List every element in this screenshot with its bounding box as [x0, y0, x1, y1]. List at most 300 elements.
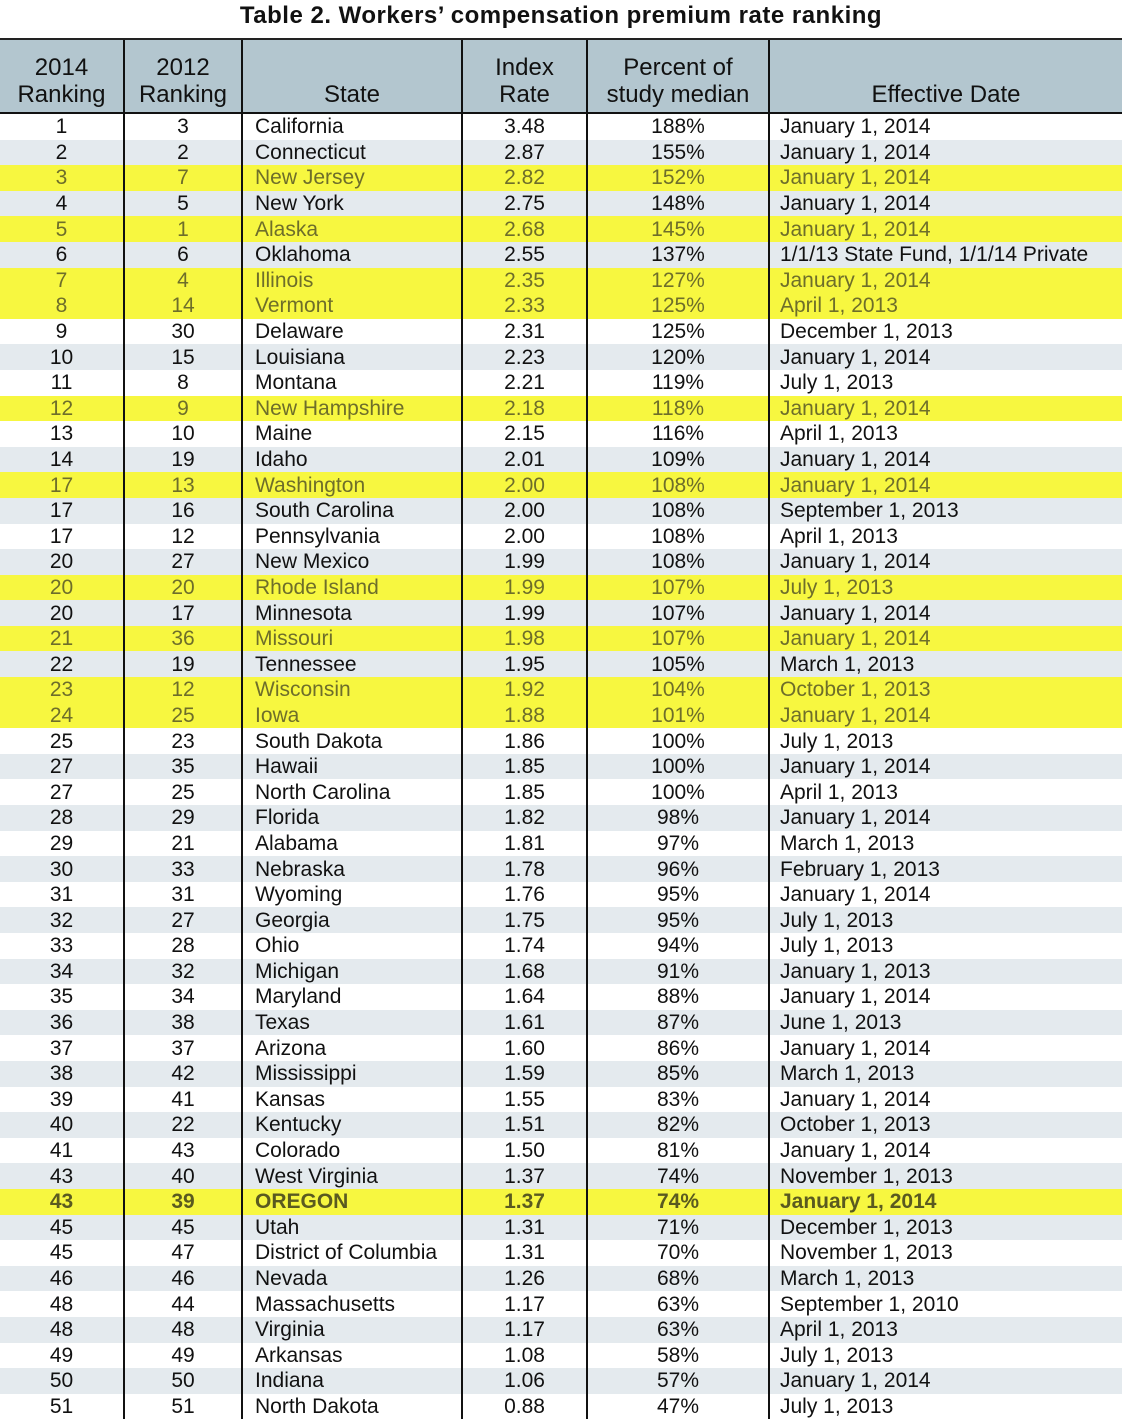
cell-index-rate: 1.99	[462, 549, 587, 575]
table-row	[0, 1240, 1122, 1266]
cell-effective-date: January 1, 2014	[769, 626, 1122, 652]
cell-state: Maryland	[242, 984, 462, 1010]
cell-2014-ranking: 33	[0, 933, 124, 959]
cell-effective-date: January 1, 2014	[769, 549, 1122, 575]
cell-effective-date: January 1, 2014	[769, 447, 1122, 473]
cell-2012-ranking: 41	[124, 1087, 242, 1113]
cell-2012-ranking: 34	[124, 984, 242, 1010]
cell-state: Montana	[242, 370, 462, 396]
cell-2014-ranking: 20	[0, 600, 124, 626]
cell-percent-median: 100%	[587, 779, 769, 805]
cell-effective-date: July 1, 2013	[769, 1394, 1122, 1419]
table-row	[0, 1291, 1122, 1317]
cell-state: New Hampshire	[242, 396, 462, 422]
cell-state: OREGON	[242, 1189, 462, 1215]
cell-percent-median: 107%	[587, 575, 769, 601]
header-2012-ranking	[124, 40, 242, 113]
cell-state: Nebraska	[242, 856, 462, 882]
cell-index-rate: 2.55	[462, 242, 587, 268]
cell-effective-date: December 1, 2013	[769, 319, 1122, 345]
cell-effective-date: January 1, 2014	[769, 600, 1122, 626]
cell-state: Pennsylvania	[242, 524, 462, 550]
cell-percent-median: 74%	[587, 1189, 769, 1215]
cell-index-rate: 1.74	[462, 933, 587, 959]
cell-2014-ranking: 2	[0, 140, 124, 166]
table-row	[0, 472, 1122, 498]
cell-index-rate: 2.18	[462, 396, 587, 422]
header-2014-ranking	[0, 40, 124, 113]
cell-effective-date: March 1, 2013	[769, 651, 1122, 677]
cell-effective-date: October 1, 2013	[769, 677, 1122, 703]
cell-percent-median: 148%	[587, 191, 769, 217]
cell-2012-ranking: 27	[124, 907, 242, 933]
cell-state: New Jersey	[242, 165, 462, 191]
cell-2012-ranking: 37	[124, 1035, 242, 1061]
cell-2014-ranking: 21	[0, 626, 124, 652]
cell-index-rate: 1.78	[462, 856, 587, 882]
cell-2014-ranking: 3	[0, 165, 124, 191]
cell-2012-ranking: 1	[124, 216, 242, 242]
cell-2012-ranking: 22	[124, 1112, 242, 1138]
cell-effective-date: 1/1/13 State Fund, 1/1/14 Private	[769, 242, 1122, 268]
cell-state: District of Columbia	[242, 1240, 462, 1266]
table-row	[0, 677, 1122, 703]
cell-index-rate: 1.55	[462, 1087, 587, 1113]
cell-2012-ranking: 31	[124, 882, 242, 908]
cell-percent-median: 96%	[587, 856, 769, 882]
cell-2014-ranking: 45	[0, 1240, 124, 1266]
cell-percent-median: 100%	[587, 728, 769, 754]
cell-2014-ranking: 20	[0, 575, 124, 601]
cell-2012-ranking: 39	[124, 1189, 242, 1215]
cell-2014-ranking: 1	[0, 113, 124, 140]
cell-2014-ranking: 13	[0, 421, 124, 447]
cell-2012-ranking: 10	[124, 421, 242, 447]
table-row	[0, 113, 1122, 140]
cell-effective-date: July 1, 2013	[769, 933, 1122, 959]
cell-2014-ranking: 17	[0, 472, 124, 498]
cell-effective-date: February 1, 2013	[769, 856, 1122, 882]
cell-index-rate: 1.26	[462, 1266, 587, 1292]
cell-2014-ranking: 17	[0, 524, 124, 550]
cell-2012-ranking: 47	[124, 1240, 242, 1266]
cell-index-rate: 1.85	[462, 779, 587, 805]
table-row	[0, 1035, 1122, 1061]
table-row	[0, 600, 1122, 626]
table-row	[0, 626, 1122, 652]
cell-state: Massachusetts	[242, 1291, 462, 1317]
cell-2012-ranking: 44	[124, 1291, 242, 1317]
cell-percent-median: 188%	[587, 113, 769, 140]
header-effective-date-label: Effective Date	[871, 81, 1021, 108]
cell-percent-median: 91%	[587, 959, 769, 985]
cell-2012-ranking: 49	[124, 1343, 242, 1369]
header-index-rate	[462, 40, 587, 113]
cell-index-rate: 2.75	[462, 191, 587, 217]
cell-percent-median: 81%	[587, 1138, 769, 1164]
cell-percent-median: 116%	[587, 421, 769, 447]
cell-2012-ranking: 4	[124, 268, 242, 294]
cell-state: Kansas	[242, 1087, 462, 1113]
cell-2012-ranking: 2	[124, 140, 242, 166]
cell-2014-ranking: 43	[0, 1189, 124, 1215]
cell-effective-date: July 1, 2013	[769, 728, 1122, 754]
cell-index-rate: 1.64	[462, 984, 587, 1010]
cell-index-rate: 1.95	[462, 651, 587, 677]
cell-percent-median: 108%	[587, 549, 769, 575]
cell-2014-ranking: 12	[0, 396, 124, 422]
cell-state: Alabama	[242, 831, 462, 857]
cell-2012-ranking: 48	[124, 1317, 242, 1343]
cell-index-rate: 1.60	[462, 1035, 587, 1061]
cell-effective-date: January 1, 2014	[769, 882, 1122, 908]
cell-2012-ranking: 29	[124, 805, 242, 831]
header-percent-median-line2: study median	[606, 81, 750, 108]
cell-index-rate: 2.31	[462, 319, 587, 345]
cell-2014-ranking: 35	[0, 984, 124, 1010]
cell-effective-date: June 1, 2013	[769, 1010, 1122, 1036]
cell-percent-median: 95%	[587, 907, 769, 933]
cell-state: Wyoming	[242, 882, 462, 908]
cell-percent-median: 98%	[587, 805, 769, 831]
table-row	[0, 1317, 1122, 1343]
cell-2014-ranking: 5	[0, 216, 124, 242]
cell-effective-date: January 1, 2014	[769, 344, 1122, 370]
cell-index-rate: 2.35	[462, 268, 587, 294]
header-row	[0, 40, 1122, 113]
cell-index-rate: 2.00	[462, 498, 587, 524]
cell-state: Hawaii	[242, 754, 462, 780]
cell-2012-ranking: 30	[124, 319, 242, 345]
cell-state: Arizona	[242, 1035, 462, 1061]
cell-effective-date: January 1, 2014	[769, 1087, 1122, 1113]
cell-state: Indiana	[242, 1368, 462, 1394]
cell-state: Florida	[242, 805, 462, 831]
cell-percent-median: 108%	[587, 472, 769, 498]
cell-index-rate: 1.99	[462, 575, 587, 601]
table-row	[0, 907, 1122, 933]
table-body	[0, 113, 1122, 1419]
cell-effective-date: April 1, 2013	[769, 1317, 1122, 1343]
cell-state: Oklahoma	[242, 242, 462, 268]
cell-effective-date: September 1, 2010	[769, 1291, 1122, 1317]
cell-2014-ranking: 8	[0, 293, 124, 319]
table-row	[0, 1061, 1122, 1087]
cell-percent-median: 70%	[587, 1240, 769, 1266]
cell-2012-ranking: 40	[124, 1163, 242, 1189]
cell-effective-date: April 1, 2013	[769, 779, 1122, 805]
cell-2014-ranking: 24	[0, 703, 124, 729]
cell-2012-ranking: 12	[124, 524, 242, 550]
cell-percent-median: 137%	[587, 242, 769, 268]
cell-percent-median: 71%	[587, 1215, 769, 1241]
cell-state: South Dakota	[242, 728, 462, 754]
cell-effective-date: March 1, 2013	[769, 1061, 1122, 1087]
cell-2014-ranking: 46	[0, 1266, 124, 1292]
cell-2012-ranking: 13	[124, 472, 242, 498]
cell-index-rate: 2.01	[462, 447, 587, 473]
table-row	[0, 959, 1122, 985]
cell-2012-ranking: 27	[124, 549, 242, 575]
cell-state: New Mexico	[242, 549, 462, 575]
cell-effective-date: April 1, 2013	[769, 293, 1122, 319]
cell-percent-median: 145%	[587, 216, 769, 242]
cell-state: Vermont	[242, 293, 462, 319]
cell-2012-ranking: 3	[124, 113, 242, 140]
cell-percent-median: 86%	[587, 1035, 769, 1061]
table-row	[0, 754, 1122, 780]
cell-state: Iowa	[242, 703, 462, 729]
cell-effective-date: January 1, 2014	[769, 268, 1122, 294]
table-row	[0, 293, 1122, 319]
cell-percent-median: 83%	[587, 1087, 769, 1113]
premium-rate-table	[0, 40, 1122, 1419]
cell-2012-ranking: 17	[124, 600, 242, 626]
cell-percent-median: 108%	[587, 524, 769, 550]
header-2014-ranking-line2: Ranking	[17, 81, 106, 108]
cell-percent-median: 47%	[587, 1394, 769, 1419]
cell-index-rate: 1.81	[462, 831, 587, 857]
cell-percent-median: 82%	[587, 1112, 769, 1138]
cell-percent-median: 57%	[587, 1368, 769, 1394]
cell-index-rate: 2.21	[462, 370, 587, 396]
cell-2012-ranking: 25	[124, 779, 242, 805]
cell-state: Missouri	[242, 626, 462, 652]
table-row	[0, 1189, 1122, 1215]
cell-index-rate: 1.59	[462, 1061, 587, 1087]
header-effective-date	[769, 40, 1122, 113]
cell-percent-median: 105%	[587, 651, 769, 677]
cell-2014-ranking: 10	[0, 344, 124, 370]
cell-index-rate: 1.82	[462, 805, 587, 831]
cell-2012-ranking: 51	[124, 1394, 242, 1419]
cell-2014-ranking: 7	[0, 268, 124, 294]
cell-percent-median: 88%	[587, 984, 769, 1010]
cell-effective-date: March 1, 2013	[769, 1266, 1122, 1292]
cell-index-rate: 3.48	[462, 113, 587, 140]
cell-effective-date: January 1, 2014	[769, 140, 1122, 166]
table-row	[0, 268, 1122, 294]
cell-index-rate: 2.87	[462, 140, 587, 166]
cell-index-rate: 1.98	[462, 626, 587, 652]
table-row	[0, 319, 1122, 345]
table-row	[0, 1087, 1122, 1113]
cell-effective-date: January 1, 2014	[769, 191, 1122, 217]
cell-2012-ranking: 45	[124, 1215, 242, 1241]
cell-percent-median: 63%	[587, 1317, 769, 1343]
header-index-rate-line2: Rate	[499, 81, 550, 108]
cell-percent-median: 120%	[587, 344, 769, 370]
cell-2012-ranking: 32	[124, 959, 242, 985]
cell-percent-median: 127%	[587, 268, 769, 294]
cell-percent-median: 68%	[587, 1266, 769, 1292]
table-row	[0, 728, 1122, 754]
cell-effective-date: July 1, 2013	[769, 575, 1122, 601]
table-row	[0, 703, 1122, 729]
table-row	[0, 856, 1122, 882]
cell-effective-date: January 1, 2014	[769, 1138, 1122, 1164]
cell-state: Maine	[242, 421, 462, 447]
cell-2014-ranking: 6	[0, 242, 124, 268]
cell-state: Connecticut	[242, 140, 462, 166]
header-percent-median-line1: Percent of	[623, 54, 733, 81]
cell-percent-median: 108%	[587, 498, 769, 524]
cell-effective-date: January 1, 2013	[769, 959, 1122, 985]
cell-effective-date: January 1, 2014	[769, 165, 1122, 191]
cell-state: New York	[242, 191, 462, 217]
cell-2014-ranking: 11	[0, 370, 124, 396]
table-row	[0, 933, 1122, 959]
cell-state: Michigan	[242, 959, 462, 985]
cell-index-rate: 1.88	[462, 703, 587, 729]
table-row	[0, 882, 1122, 908]
cell-index-rate: 1.86	[462, 728, 587, 754]
cell-effective-date: January 1, 2014	[769, 216, 1122, 242]
cell-effective-date: January 1, 2014	[769, 472, 1122, 498]
cell-2014-ranking: 28	[0, 805, 124, 831]
table-row	[0, 984, 1122, 1010]
cell-index-rate: 1.31	[462, 1240, 587, 1266]
cell-index-rate: 2.82	[462, 165, 587, 191]
table-row	[0, 524, 1122, 550]
cell-index-rate: 1.50	[462, 1138, 587, 1164]
table-row	[0, 831, 1122, 857]
table-row	[0, 498, 1122, 524]
cell-state: South Carolina	[242, 498, 462, 524]
cell-2014-ranking: 30	[0, 856, 124, 882]
cell-percent-median: 100%	[587, 754, 769, 780]
cell-2014-ranking: 48	[0, 1291, 124, 1317]
header-index-rate-line1: Index	[495, 54, 554, 81]
cell-2014-ranking: 41	[0, 1138, 124, 1164]
cell-2012-ranking: 50	[124, 1368, 242, 1394]
cell-index-rate: 1.99	[462, 600, 587, 626]
cell-effective-date: April 1, 2013	[769, 421, 1122, 447]
cell-state: West Virginia	[242, 1163, 462, 1189]
cell-state: Tennessee	[242, 651, 462, 677]
cell-state: Colorado	[242, 1138, 462, 1164]
cell-2012-ranking: 42	[124, 1061, 242, 1087]
cell-2014-ranking: 25	[0, 728, 124, 754]
cell-2014-ranking: 32	[0, 907, 124, 933]
header-percent-median	[587, 40, 769, 113]
cell-effective-date: April 1, 2013	[769, 524, 1122, 550]
cell-index-rate: 2.00	[462, 472, 587, 498]
table-row	[0, 344, 1122, 370]
cell-effective-date: March 1, 2013	[769, 831, 1122, 857]
cell-effective-date: November 1, 2013	[769, 1240, 1122, 1266]
cell-2012-ranking: 6	[124, 242, 242, 268]
cell-2014-ranking: 31	[0, 882, 124, 908]
cell-index-rate: 1.61	[462, 1010, 587, 1036]
cell-2012-ranking: 16	[124, 498, 242, 524]
header-2014-ranking-line1: 2014	[34, 54, 89, 81]
table-row	[0, 1215, 1122, 1241]
cell-percent-median: 107%	[587, 626, 769, 652]
table-row	[0, 1163, 1122, 1189]
cell-index-rate: 1.37	[462, 1163, 587, 1189]
cell-percent-median: 152%	[587, 165, 769, 191]
cell-2014-ranking: 34	[0, 959, 124, 985]
cell-percent-median: 101%	[587, 703, 769, 729]
cell-state: Arkansas	[242, 1343, 462, 1369]
cell-2014-ranking: 29	[0, 831, 124, 857]
cell-effective-date: January 1, 2014	[769, 396, 1122, 422]
cell-percent-median: 74%	[587, 1163, 769, 1189]
cell-2014-ranking: 40	[0, 1112, 124, 1138]
cell-2012-ranking: 38	[124, 1010, 242, 1036]
table-row	[0, 651, 1122, 677]
cell-effective-date: December 1, 2013	[769, 1215, 1122, 1241]
table-row	[0, 1266, 1122, 1292]
table-row	[0, 1010, 1122, 1036]
cell-2012-ranking: 7	[124, 165, 242, 191]
cell-percent-median: 155%	[587, 140, 769, 166]
cell-state: Georgia	[242, 907, 462, 933]
cell-index-rate: 2.00	[462, 524, 587, 550]
cell-effective-date: January 1, 2014	[769, 113, 1122, 140]
table-row	[0, 575, 1122, 601]
cell-effective-date: January 1, 2014	[769, 984, 1122, 1010]
cell-state: Virginia	[242, 1317, 462, 1343]
cell-2012-ranking: 8	[124, 370, 242, 396]
cell-2012-ranking: 21	[124, 831, 242, 857]
cell-2014-ranking: 50	[0, 1368, 124, 1394]
table-row	[0, 1368, 1122, 1394]
cell-index-rate: 1.17	[462, 1291, 587, 1317]
cell-percent-median: 63%	[587, 1291, 769, 1317]
cell-index-rate: 0.88	[462, 1394, 587, 1419]
table-row	[0, 805, 1122, 831]
cell-2014-ranking: 48	[0, 1317, 124, 1343]
cell-2012-ranking: 19	[124, 447, 242, 473]
cell-2014-ranking: 39	[0, 1087, 124, 1113]
cell-2012-ranking: 23	[124, 728, 242, 754]
cell-2012-ranking: 12	[124, 677, 242, 703]
cell-2012-ranking: 36	[124, 626, 242, 652]
cell-2014-ranking: 27	[0, 754, 124, 780]
table-row	[0, 396, 1122, 422]
cell-percent-median: 109%	[587, 447, 769, 473]
table-row	[0, 216, 1122, 242]
cell-index-rate: 2.68	[462, 216, 587, 242]
cell-index-rate: 2.23	[462, 344, 587, 370]
cell-percent-median: 95%	[587, 882, 769, 908]
cell-2014-ranking: 20	[0, 549, 124, 575]
table-row	[0, 1394, 1122, 1419]
cell-effective-date: September 1, 2013	[769, 498, 1122, 524]
header-2012-ranking-line2: Ranking	[138, 81, 228, 108]
cell-state: Illinois	[242, 268, 462, 294]
cell-state: North Carolina	[242, 779, 462, 805]
cell-percent-median: 104%	[587, 677, 769, 703]
cell-effective-date: November 1, 2013	[769, 1163, 1122, 1189]
cell-index-rate: 1.37	[462, 1189, 587, 1215]
table-row	[0, 549, 1122, 575]
cell-index-rate: 1.85	[462, 754, 587, 780]
cell-2012-ranking: 28	[124, 933, 242, 959]
cell-percent-median: 119%	[587, 370, 769, 396]
cell-2014-ranking: 45	[0, 1215, 124, 1241]
cell-2012-ranking: 43	[124, 1138, 242, 1164]
cell-2012-ranking: 33	[124, 856, 242, 882]
cell-2014-ranking: 49	[0, 1343, 124, 1369]
cell-index-rate: 1.17	[462, 1317, 587, 1343]
cell-2014-ranking: 38	[0, 1061, 124, 1087]
cell-effective-date: July 1, 2013	[769, 370, 1122, 396]
cell-index-rate: 1.92	[462, 677, 587, 703]
cell-index-rate: 1.76	[462, 882, 587, 908]
